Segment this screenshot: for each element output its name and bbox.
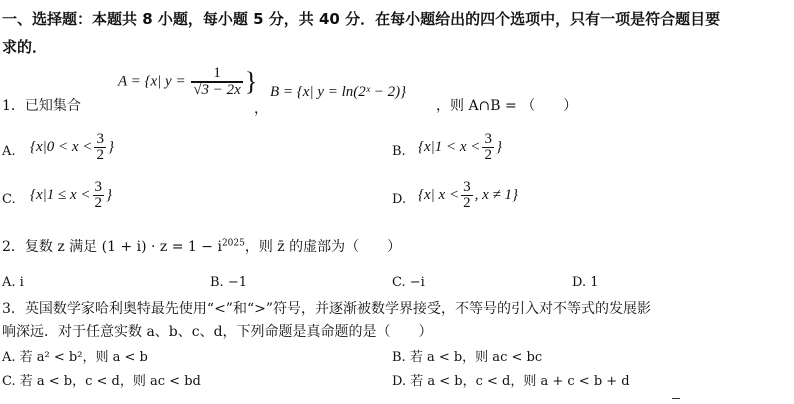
q2-option-c: C. −i <box>392 275 425 290</box>
q1-option-a-pre: {x|0 < x < <box>30 138 93 155</box>
overline-fragment <box>672 398 680 399</box>
q1-option-c <box>30 180 112 211</box>
q1-set-a-fraction <box>191 66 243 98</box>
q1-set-a-prefix: A = {x| y = <box>118 73 190 90</box>
q1-option-c-num: 3 <box>94 179 103 195</box>
q1-option-c-den: 2 <box>94 195 103 211</box>
q1-option-d-label: D. <box>392 192 407 207</box>
q1-option-b-den: 2 <box>484 147 492 163</box>
q1-tail: ，则 A∩B = （ ） <box>436 98 578 114</box>
q1-option-a-post: } <box>107 138 114 155</box>
q3-option-a: A. 若 a² < b²，则 a < b <box>2 350 148 365</box>
q1-option-d-pre: {x| x < <box>418 186 460 203</box>
q3-stem-line2: 响深远．对于任意实数 a、b、c、d，下列命题是真命题的是（ ） <box>2 324 433 340</box>
q1-option-d-post: , x ≠ 1} <box>474 186 518 203</box>
q1-option-c-pre: {x|1 ≤ x < <box>30 186 91 203</box>
q3-stem-line1: 3．英国数学家哈利奥特最先使用“<”和“>”符号，并逐渐被数学界接受，不等号的引入对不等式的发展影 <box>2 301 651 317</box>
q3-option-c: C. 若 a < b，c < d，则 ac < bd <box>2 374 201 389</box>
q1-set-a-close-brace: } <box>244 67 258 96</box>
q1-option-c-label: C. <box>2 192 16 207</box>
q1-option-b-pre: {x|1 < x < <box>418 138 481 155</box>
q1-option-a-den: 2 <box>96 147 104 163</box>
q1-option-a-label: A. <box>2 144 16 159</box>
q1-set-a-denominator: √3 − 2x <box>193 82 241 98</box>
q1-separator: ， <box>254 101 268 117</box>
q2-option-b: B. −1 <box>210 275 247 290</box>
q1-option-b-fraction <box>482 132 494 163</box>
q1-option-d-fraction <box>461 180 473 211</box>
q1-set-a <box>118 66 257 98</box>
q1-option-d-num: 3 <box>463 179 471 195</box>
q1-option-d <box>418 180 518 211</box>
q2-stem-pre: 2．复数 z 满足 (1 + i) · z = 1 − i <box>2 239 222 255</box>
q1-number: 1．已知集合 <box>2 98 81 114</box>
q1-option-a-fraction <box>94 132 106 163</box>
section-heading-line2: 求的． <box>2 38 48 56</box>
q2-stem-post: ，则 z̄ 的虚部为（ ） <box>244 239 402 255</box>
q1-set-b: B = {x| y = ln(2ˣ − 2)} <box>270 84 407 100</box>
q1-option-b-label: B. <box>392 144 406 159</box>
q1-option-c-fraction <box>93 180 105 211</box>
q1-option-b-post: } <box>495 138 502 155</box>
q1-option-a-num: 3 <box>96 131 104 147</box>
q3-option-b: B. 若 a < b，则 ac < bc <box>392 350 543 365</box>
q2-stem <box>2 236 401 256</box>
q1-option-c-post: } <box>106 186 113 203</box>
q2-exponent: 2025 <box>221 238 245 249</box>
q1-set-a-numerator: 1 <box>191 66 243 82</box>
q1-option-d-den: 2 <box>463 195 471 211</box>
q2-option-d: D. 1 <box>572 275 599 290</box>
q1-option-b <box>418 132 502 163</box>
q1-option-b-num: 3 <box>484 131 492 147</box>
q3-option-d: D. 若 a < b，c < d，则 a + c < b + d <box>392 374 630 389</box>
section-heading-line1: 一、选择题：本题共 8 小题，每小题 5 分，共 40 分．在每小题给出的四个选项中，只有一项是符合题目要 <box>2 10 721 28</box>
q1-option-a <box>30 132 114 163</box>
q2-option-a: A. i <box>2 275 24 290</box>
